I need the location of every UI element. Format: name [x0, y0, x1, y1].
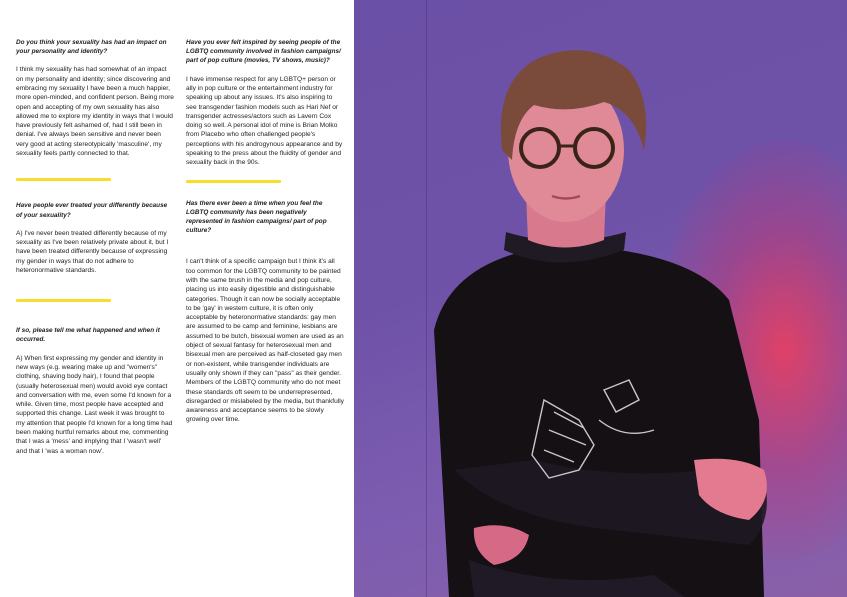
question-what-happened: If so, please tell me what happened and when it occurred. — [16, 327, 160, 344]
question-inspired: Have you ever felt inspired by seeing people of the LGBTQ community involved in fashion campaigns/ part of pop culture (movies, TV shows, music)? — [186, 39, 341, 65]
portrait-figure — [354, 0, 847, 597]
question-treated-differently: Have people ever treated your differently because of your sexuality? — [16, 202, 168, 219]
answer-sexuality-impact: I think my sexuality has had somewhat of an impact on my personality and identity; since discovering and embracing my sexuality I have been a much happier, more open-minded, and confident person. Being more open and accepting of my own sexuality has also allowed me to explore my identity in ways that I would have previously felt ashamed of, had I still been in denial. I've always been sensitive and never been very good at acting stereotypically 'masculine', my sexuality feels partly connected to that. — [16, 66, 174, 158]
question-negative-representation: Has there ever been a time when you feel the LGBTQ community has been negatively represented in fashion campaigns/ part of pop culture? — [186, 199, 327, 235]
answer-what-happened: A) When first expressing my gender and identity in new ways (e.g. wearing make up and "women's" clothing, shaving body hair), I found that people (usually heterosexual men) would avoid eye contact and conversation with me, even some I'd known for a while. Given time, most people have accepted and supported this change. Last week it was brought to my attention that people I'd known for a long time had been making hurtful remarks about me, commenting that I was a 'mess' and implying that I 'wasn't well' and that I 'was a woman now'. — [16, 354, 173, 455]
yellow-divider — [186, 180, 281, 183]
left-text-column — [16, 38, 174, 456]
answer-negative-representation: I can't think of a specific campaign but I think it's all too common for the LGBTQ community to be painted with the same brush in the media and pop culture, placing us into easily digestible and distinguishable categories. Though it can now be socially acceptable to be 'gay' in western culture, it is often only acceptable by heteronormative standards: gay men are assumed to be camp and feminine, lesbians are assumed to be butch, bisexual women are used as an object of sexual fantasy for heterosexual men and bisexual men are perceived as half-closeted gay men or non-existent, while transgender individuals are usually only shown if they can "pass" as their gender. Members of the LGBTQ community who do not meet these standards oft seem to be underrepresented, disregarded or mislabeled by the media, but thankfully awareness and acceptance seems to be slowly growing over time. — [186, 258, 344, 424]
answer-treated-differently: A) I've never been treated differently because of my sexuality as I've been relatively private about it, but I have been treated differently because of expressing my gender in ways that do not adhere to heteronormative standards. — [16, 229, 169, 274]
yellow-divider — [16, 178, 111, 181]
yellow-divider — [16, 299, 111, 302]
portrait-photo — [354, 0, 847, 597]
right-text-column — [186, 38, 344, 425]
question-sexuality-impact: Do you think your sexuality has had an impact on your personality and identity? — [16, 39, 167, 56]
answer-inspired: I have immense respect for any LGBTQ+ person or ally in pop culture or the entertainment industry for speaking up about any issues. It's also inspiring to see transgender fashion models such as Hari Nef or transgender actresses/actors such as Lavern Cox doing so well. A personal idol of mine is Brian Molko from Placebo who often challenged people's perceptions with his androgynous appearance and by speaking to the press about the fluidity of gender and sexuality back in the 90s. — [186, 75, 343, 167]
